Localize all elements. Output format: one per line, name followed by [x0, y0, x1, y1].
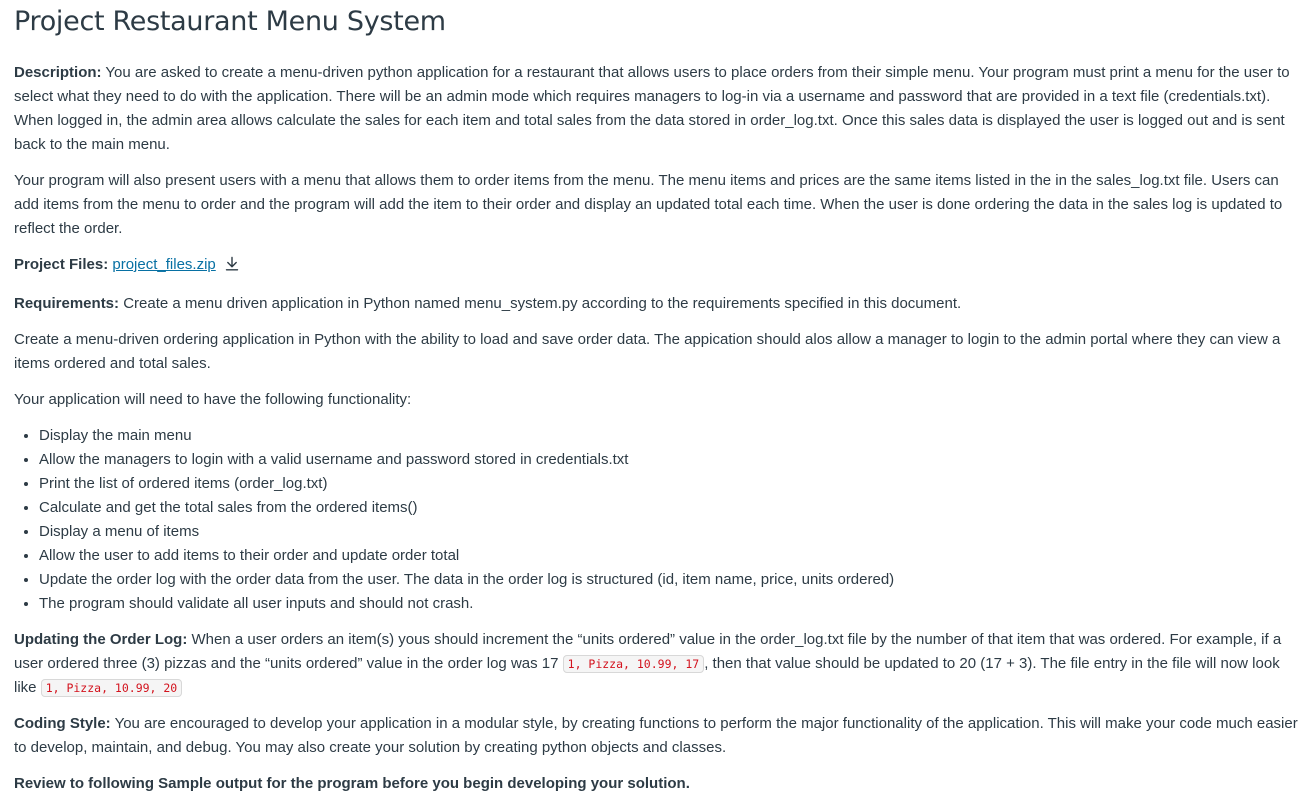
functionality-intro: Your application will need to have the following functionality: [14, 391, 412, 408]
coding-style-paragraph [14, 712, 1299, 760]
requirements-paragraph [14, 292, 1299, 316]
review-paragraph [14, 772, 1299, 796]
coding-style-label: Coding Style: [14, 715, 111, 732]
download-icon[interactable] [224, 256, 240, 280]
list-item: • Allow the user to add items to their order and update order total [39, 544, 1299, 568]
list-item: • Display the main menu [39, 424, 1299, 448]
project-files-label: Project Files: [14, 256, 109, 273]
create-paragraph: Create a menu-driven ordering application in Python with the ability to load and save order data. The appication should alos allow a manager to login to the admin portal where they can view a items ordered and total sales. [14, 331, 1281, 372]
description-label: Description: [14, 64, 102, 81]
code-snippet-after: 1, Pizza, 10.99, 20 [41, 679, 183, 697]
description-text: You are asked to create a menu-driven python application for a restaurant that allows users to place orders from their simple menu. Your program must print a menu for the user to select what they need to do with the application. There will be an admin mode which requires managers to log-in via a username and password that are provided in a text file (credentials.txt). When logged in, the admin area allows calculate the sales for each item and total sales from the data stored in order_log.txt. Once this sales data is displayed the user is logged out and is sent back to the main menu. [14, 64, 1290, 153]
coding-style-text: You are encouraged to develop your application in a modular style, by creating functions to perform the major functionality of the application. This will make your code much easier to develop, maintain, and debug. You may also create your solution by creating python objects and classes. [14, 715, 1298, 756]
list-item: • Calculate and get the total sales from the ordered items() [39, 496, 1299, 520]
ordering-paragraph: Your program will also present users with a menu that allows them to order items from the menu. The menu items and prices are the same items listed in the in the sales_log.txt file. Users can add items from the menu to order and the program will add the item to their order and display an updated total each time. When the user is done ordering the data in the sales log is updated to reflect the order. [14, 172, 1283, 237]
list-item: • Display a menu of items [39, 520, 1299, 544]
updating-label: Updating the Order Log: [14, 631, 188, 648]
list-item: • Print the list of ordered items (order_log.txt) [39, 472, 1299, 496]
review-text: Review to following Sample output for the program before you begin developing your solution. [14, 775, 690, 792]
updating-text-2: , then that value should be updated to 20 (17 + 3). The file entry in the file will now look like [14, 655, 1280, 696]
updating-paragraph [14, 628, 1299, 700]
updating-text-1: When a user orders an item(s) yous should increment the “units ordered” value in the order_log.txt file by the number of that item that was ordered. For example, if a user ordered three (3) pizzas and the “units ordered” value in the order log was 17 [14, 631, 1282, 672]
list-item: • Allow the managers to login with a valid username and password stored in credentials.txt [39, 448, 1299, 472]
requirements-text: Create a menu driven application in Python named menu_system.py according to the requirements specified in this document. [119, 295, 962, 312]
project-files-paragraph [14, 253, 1299, 280]
project-files-link[interactable]: project_files.zip [112, 256, 216, 273]
page-title: Project Restaurant Menu System [14, 6, 446, 37]
requirements-label: Requirements: [14, 295, 120, 312]
code-snippet-before: 1, Pizza, 10.99, 17 [563, 655, 705, 673]
list-item: • Update the order log with the order data from the user. The data in the order log is structured (id, item name, price, units ordered) [39, 568, 1299, 592]
description-paragraph [14, 61, 1299, 157]
list-item: • The program should validate all user inputs and should not crash. [39, 592, 1299, 616]
functionality-list [14, 424, 1299, 616]
